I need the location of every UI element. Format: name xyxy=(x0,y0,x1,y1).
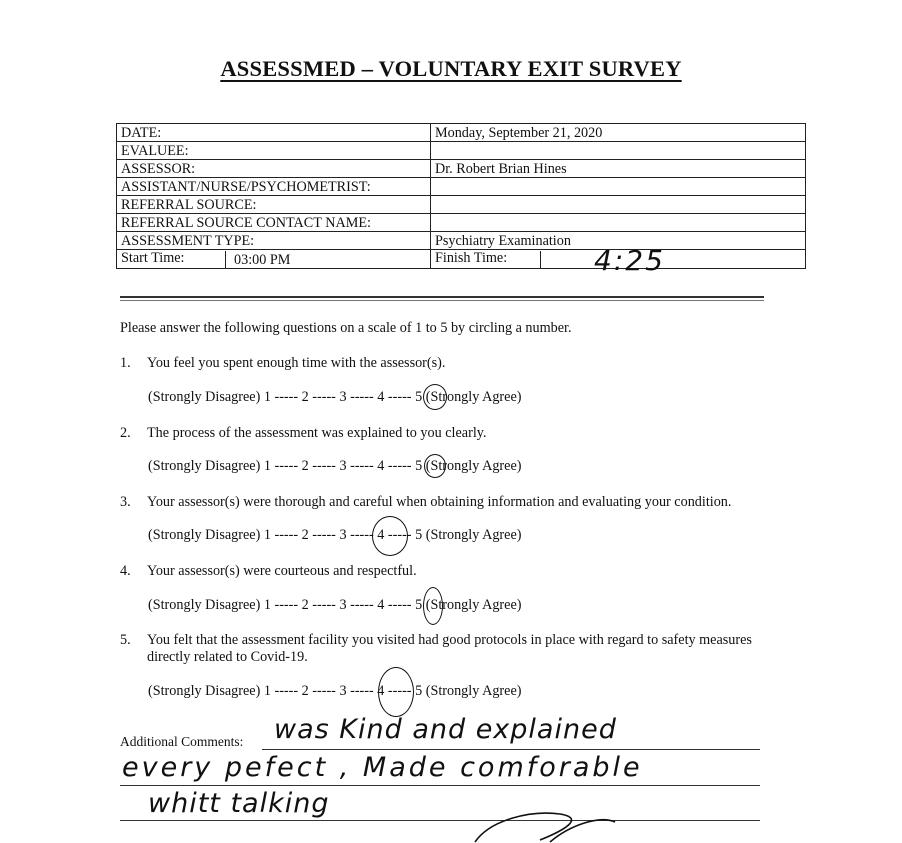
referral-source-value xyxy=(431,196,806,214)
table-row xyxy=(117,250,806,269)
page-title: ASSESSMED – VOLUNTARY EXIT SURVEY xyxy=(220,56,682,81)
referral-contact-value xyxy=(431,214,806,232)
assessor-label: ASSESSOR: xyxy=(117,160,431,178)
date-label: DATE: xyxy=(117,124,431,142)
referral-contact-label: REFERRAL SOURCE CONTACT NAME: xyxy=(117,214,431,232)
rating-scale: (Strongly Disagree) 1 ----- 2 ----- 3 ----- 4 ----- 5 (Strongly Agree) xyxy=(148,527,522,543)
assistant-value xyxy=(431,178,806,196)
start-time-label: Start Time: xyxy=(117,251,226,268)
assessment-type-value: Psychiatry Examination xyxy=(431,232,806,250)
table-row xyxy=(117,232,806,250)
finish-time-label: Finish Time: xyxy=(431,251,541,268)
divider xyxy=(120,296,764,298)
question-text: The process of the assessment was explained to you clearly. xyxy=(147,425,487,441)
handwritten-comment-line-2: every pefect , Made comforable xyxy=(122,752,643,783)
info-table xyxy=(116,123,806,269)
table-row xyxy=(117,160,806,178)
date-value: Monday, September 21, 2020 xyxy=(431,124,806,142)
handwritten-comment-line-3: whitt talking xyxy=(148,788,330,819)
rating-scale: (Strongly Disagree) 1 ----- 2 ----- 3 ----- 4 ----- 5 (Strongly Agree) xyxy=(148,389,522,405)
question-text: Your assessor(s) were thorough and careful when obtaining information and evaluating your condition. xyxy=(147,494,732,510)
table-row xyxy=(117,196,806,214)
selected-rating-circle xyxy=(423,587,443,625)
rating-scale: (Strongly Disagree) 1 ----- 2 ----- 3 ----- 4 ----- 5 (Strongly Agree) xyxy=(148,597,522,613)
question-text: You felt that the assessment facility you visited had good protocols in place with regard to safety measures xyxy=(147,632,752,648)
assistant-label: ASSISTANT/NURSE/PSYCHOMETRIST: xyxy=(117,178,431,196)
comment-line xyxy=(120,820,760,821)
rating-scale: (Strongly Disagree) 1 ----- 2 ----- 3 ----- 4 ----- 5 (Strongly Agree) xyxy=(148,458,522,474)
assessor-value: Dr. Robert Brian Hines xyxy=(431,160,806,178)
signature-scribble xyxy=(470,800,620,843)
selected-rating-circle xyxy=(423,384,447,410)
referral-source-label: REFERRAL SOURCE: xyxy=(117,196,431,214)
comment-line xyxy=(120,785,760,786)
table-row xyxy=(117,214,806,232)
selected-rating-circle xyxy=(372,516,408,556)
question-number: 4. xyxy=(120,563,131,579)
question-number: 3. xyxy=(120,494,131,510)
start-time-value: 03:00 PM xyxy=(234,252,291,268)
instructions-text: Please answer the following questions on a scale of 1 to 5 by circling a number. xyxy=(120,320,572,336)
comment-line xyxy=(262,749,760,750)
table-row xyxy=(117,178,806,196)
table-row xyxy=(117,142,806,160)
divider xyxy=(120,300,764,301)
question-number: 1. xyxy=(120,355,131,371)
question-text: You feel you spent enough time with the assessor(s). xyxy=(147,355,446,371)
question-number: 5. xyxy=(120,632,131,648)
evaluee-value xyxy=(431,142,806,160)
evaluee-label: EVALUEE: xyxy=(117,142,431,160)
rating-scale: (Strongly Disagree) 1 ----- 2 ----- 3 ----- 4 ----- 5 (Strongly Agree) xyxy=(148,683,522,699)
table-row xyxy=(117,124,806,142)
question-text: Your assessor(s) were courteous and respectful. xyxy=(147,563,417,579)
selected-rating-circle xyxy=(378,667,414,717)
start-time-cell xyxy=(117,250,431,269)
question-text-continued: directly related to Covid-19. xyxy=(147,649,308,665)
handwritten-comment-line-1: was Kind and explained xyxy=(274,714,617,745)
assessment-type-label: ASSESSMENT TYPE: xyxy=(117,232,431,250)
selected-rating-circle xyxy=(424,454,446,478)
comments-label: Additional Comments: xyxy=(120,734,244,749)
question-number: 2. xyxy=(120,425,131,441)
finish-time-handwritten: 4:25 xyxy=(594,244,665,277)
